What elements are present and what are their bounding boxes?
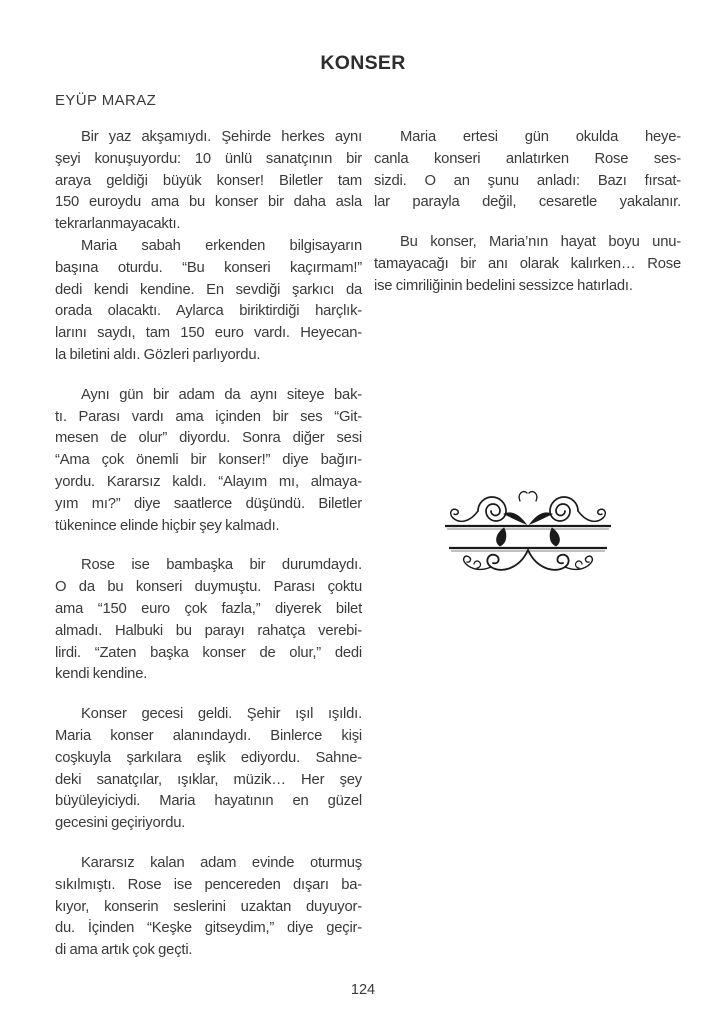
text-line: du. İçinden “Keşke gitseydim,” diye geçir- [55, 920, 362, 937]
two-column-text [55, 127, 681, 962]
text-line: Bir yaz akşamıydı. Şehirde herkes aynı [81, 129, 362, 145]
text-line: araya geldiği büyük konser! Biletler tam [55, 172, 362, 189]
page-number: 124 [350, 982, 376, 998]
text-line: mesen de olur” diyordu. Sonra diğer sesi [55, 430, 362, 447]
text-line: 150 euroydu ama bu konser bir daha asla [55, 194, 362, 211]
text-line: sizdi. O an şunu anladı: Bazı fırsat- [374, 172, 681, 189]
text-line: tı. Parası vardı ama içinden bir ses “Git- [55, 408, 362, 425]
text-line: Konser gecesi geldi. Şehir ışıl ışıldı. [81, 706, 362, 723]
text-line: sıkılmıştı. Rose ise pencereden dışarı ba- [55, 876, 362, 893]
paragraph [374, 127, 681, 214]
paragraph [55, 555, 362, 686]
text-line: şeyi konuşuyordu: 10 ünlü sanatçının bir [55, 150, 362, 167]
text-line: Rose ise bambaşka bir durumdaydı. [81, 557, 362, 574]
right-column [374, 127, 681, 962]
text-line: la biletini aldı. Gözleri parlıyordu. [55, 346, 261, 363]
text-line: lar parayla değil, cesaretle yakalanır. [374, 194, 681, 211]
text-line: tamayacağı bir anı olarak kalırken… Rose [374, 255, 681, 272]
text-line: Bu konser, Maria’nın hayat boyu unu- [400, 234, 681, 251]
text-line: di ama artık çok geçti. [55, 942, 193, 959]
text-line: orada olacaktı. Aylarca biriktirdiği harçlık- [55, 303, 362, 320]
text-line: büyüleyiciydi. Maria hayatının en güzel [55, 793, 362, 810]
text-line: Maria sabah erkenden bilgisayarın [81, 237, 362, 254]
text-line: deki sanatçılar, ışıklar, müzik… Her şey [55, 771, 362, 788]
paragraph [55, 853, 362, 962]
text-line: ise cimriliğinin bedelini sessizce hatırladı. [374, 277, 633, 294]
left-column [55, 127, 362, 962]
paragraph [55, 127, 362, 236]
paragraph [55, 385, 362, 538]
text-line: kendi kendine. [55, 666, 148, 683]
text-line: yordu. Kararsız kaldı. “Alayım mı, almaya- [55, 473, 362, 490]
text-line: Maria konser alanındaydı. Binlerce kişi [55, 727, 362, 744]
text-line: gecesini geçiriyordu. [55, 815, 186, 832]
text-line: larını saydı, tam 150 euro vardı. Heyecan- [55, 325, 362, 342]
text-line: almadı. Halbuki bu parayı rahatça verebi- [55, 622, 362, 639]
text-line: başına oturdu. “Bu konseri kaçırmam!” [55, 259, 362, 276]
text-line: lirdi. “Zaten başka konser de olur,” dedi [55, 644, 362, 661]
flourish-divider [444, 484, 612, 583]
text-line: yım mı?” diye saatlerce düşündü. Biletler [55, 495, 362, 512]
text-line: O da bu konseri duymuştu. Parası çoktu [55, 579, 362, 596]
text-line: “Ama çok önemli bir konser!” diye bağırı- [55, 452, 362, 469]
text-line: Maria ertesi gün okulda heye- [400, 129, 681, 145]
text-line: tükenince elinde hiçbir şey kalmadı. [55, 517, 280, 534]
author-name: EYÜP MARAZ [55, 92, 157, 109]
text-line: ama “150 euro çok fazla,” diyerek bilet [55, 600, 362, 617]
right-column-text [374, 127, 681, 298]
flourish-icon [444, 484, 612, 578]
text-line: tekrarlanmayacaktı. [55, 216, 181, 233]
text-line: canla konseri anlatırken Rose ses- [374, 150, 681, 167]
paragraph [55, 236, 362, 367]
text-line: Aynı gün bir adam da aynı siteye bak- [81, 386, 362, 403]
text-line: coşkuyla şarkılara eşlik ediyordu. Sahne- [55, 749, 362, 766]
text-line: kıyor, konserin seslerini uzaktan duyuyor- [55, 898, 362, 915]
text-line: dedi kendi kendine. En sevdiği şarkıcı da [55, 281, 362, 298]
page-title: KONSER [320, 52, 406, 74]
paragraph [55, 704, 362, 835]
paragraph [374, 232, 681, 297]
text-line: Kararsız kalan adam evinde oturmuş [81, 854, 362, 871]
